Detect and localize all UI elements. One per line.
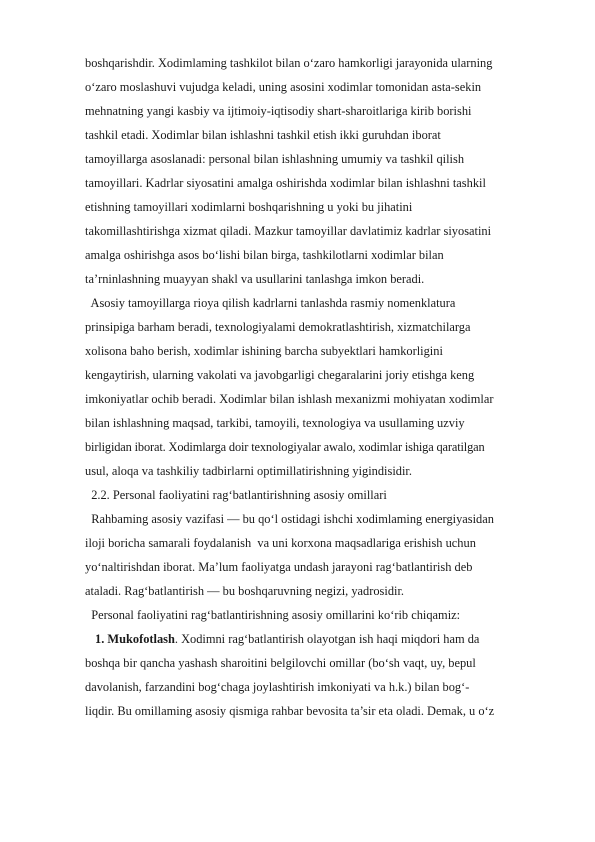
text-line: tamoyillarga asoslanadi: personal bilan ishlashning umumiy va tashkil qilish [85,152,465,166]
list-item-text: . Xodimni rag‘batlantirish olayotgan ish haqi miqdori ham da [174,632,480,646]
text-line: boshqa bir qancha yashash sharoitini belgilovchi omillar (bo‘sh vaqt, uy, bepul [85,656,476,670]
text-line: bilan ishlashning maqsad, tarkibi, tamoyili, texnologiya va usullaming uzviy [85,416,465,430]
text-line: xolisona baho berish, xodimlar ishining barcha subyektlari hamkorligini [85,344,443,358]
text-line: tamoyillari. Kadrlar siyosatini amalga oshirishda xodimlar bilan ishlashni tashkil [85,176,486,190]
text-line: iloji boricha samarali foydalanish va uni korxona maqsadlariga erishish uchun [85,536,476,550]
list-item-1 [95,631,479,647]
text-line: usul, aloqa va tashkiliy tadbirlarni optimillatirishning yigindisidir. [85,464,412,478]
text-line: prinsipiga barham beradi, texnologiyalami demokratlashtirish, xizmatchilarga [85,320,471,334]
text-line: o‘zaro moslashuvi vujudga keladi, uning asosini xodimlar tomonidan asta-sekin [85,80,482,94]
text-line: amalga oshirishga asos bo‘lishi bilan birga, tashkilotlarni xodimlar bilan [85,248,444,262]
text-line: yo‘naltirishdan iborat. Ma’lum faoliyatga undash jarayoni rag‘batlantirish deb [85,560,473,574]
list-item-label: 1. Mukofotlash [95,632,175,646]
text-line: birligidan iborat. Xodimlarga doir texnologiyalar awalo, xodimlar ishiga qaratilgan [85,440,485,454]
text-line: davolanish, farzandini bog‘chaga joylashtirish imkoniyati va h.k.) bilan bog‘- [85,680,470,694]
text-line: mehnatning yangi kasbiy va ijtimoiy-iqtisodiy shart-sharoitlariga kirib borishi [85,104,472,118]
text-line: ataladi. Rag‘batlantirish — bu boshqaruvning negizi, yadrosidir. [85,584,404,598]
text-line: kengaytirish, ularning vakolati va javobgarligi chegaralarini joriy etishga keng [85,368,475,382]
text-line: etishning tamoyillari xodimlarni boshqarishning u yoki bu jihatini [85,200,413,214]
text-line: Rahbaming asosiy vazifasi — bu qo‘l ostidagi ishchi xodimlaming energiyasidan [85,512,494,526]
text-line: ta’rninlashning muayyan shakl va usullarini tanlashga imkon beradi. [85,272,425,286]
text-line: tashkil etadi. Xodimlar bilan ishlashni tashkil etish ikki guruhdan iborat [85,128,441,142]
section-heading: 2.2. Personal faoliyatini rag‘batlantirishning asosiy omillari [85,488,387,502]
text-line: takomillashtirishga xizmat qiladi. Mazkur tamoyillar davlatimiz kadrlar siyosatini [85,224,492,238]
text-line: boshqarishdir. Xodimlaming tashkilot bilan o‘zaro hamkorligi jarayonida ularning [85,56,493,70]
text-line: Asosiy tamoyillarga rioya qilish kadrlarni tanlashda rasmiy nomenklatura [85,296,456,310]
text-line: liqdir. Bu omillaming asosiy qismiga rahbar bevosita ta’sir eta oladi. Demak, u o‘z [85,704,495,718]
text-line: Personal faoliyatini rag‘batlantirishning asosiy omillarini ko‘rib chiqamiz: [85,608,461,622]
text-line: imkoniyatlar ochib beradi. Xodimlar bilan ishlash mexanizmi mohiyatan xodimlar [85,392,494,406]
